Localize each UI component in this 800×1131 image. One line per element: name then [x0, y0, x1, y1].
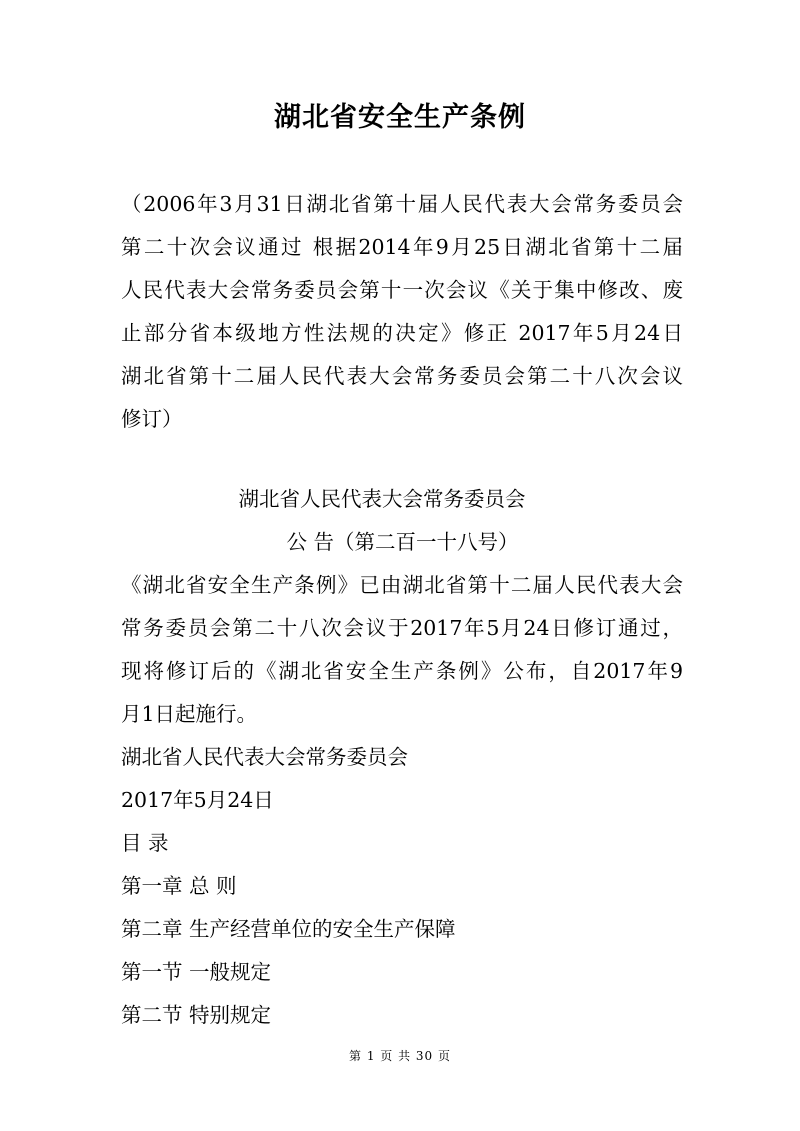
toc-heading: 目 录: [121, 831, 169, 855]
document-title: 湖北省安全生产条例: [274, 102, 526, 133]
announcement-number: [0, 521, 800, 564]
announcement-date: 2017年5月24日: [121, 788, 274, 812]
page-number-footer: 第 1 页 共 30 页: [349, 1049, 451, 1063]
announcement-number-text: 公 告（第二百一十八号）: [286, 530, 519, 554]
announcement-issuer-text: 湖北省人民代表大会常务委员会: [238, 487, 526, 511]
toc-item: 第一节 一般规定: [121, 960, 272, 984]
preamble-line: （2006年3月31日湖北省第十届人民代表大会常务委员会: [121, 192, 683, 216]
announcement-body-line: 常务委员会第二十八次会议于2017年5月24日修订通过，: [121, 616, 683, 640]
announcement-signature: 湖北省人民代表大会常务委员会: [121, 745, 408, 769]
announcement-body-line: 现将修订后的《湖北省安全生产条例》公布，自2017年9: [121, 659, 683, 683]
toc-item: 第二节 特别规定: [121, 1003, 272, 1027]
preamble-line: 第二十次会议通过 根据2014年9月25日湖北省第十二届: [121, 235, 683, 259]
preamble-line: 湖北省第十二届人民代表大会常务委员会第二十八次会议: [121, 364, 683, 388]
announcement-body-line: 月1日起施行。: [121, 702, 258, 726]
toc-item: 第一章 总 则: [121, 874, 237, 898]
announcement-issuer: [0, 478, 800, 521]
preamble-line: 人民代表大会常务委员会第十一次会议《关于集中修改、废: [121, 278, 683, 302]
toc-item: 第二章 生产经营单位的安全生产保障: [121, 917, 456, 941]
preamble-line: 止部分省本级地方性法规的决定》修正 2017年5月24日: [121, 321, 683, 345]
announcement-body-line: 《湖北省安全生产条例》已由湖北省第十二届人民代表大会: [121, 573, 683, 597]
preamble: [121, 183, 683, 441]
preamble-line: 修订）: [121, 407, 183, 431]
